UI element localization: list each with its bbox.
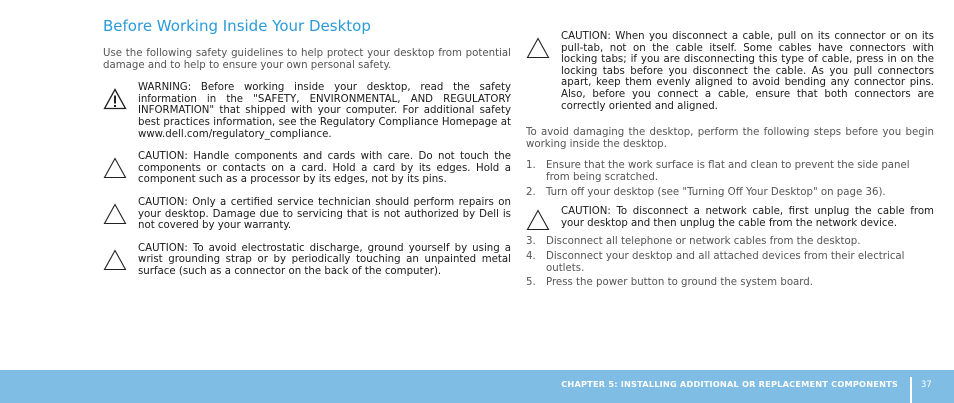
list-item [526,187,934,199]
step-number: 1. [526,160,536,172]
page-number: 37 [921,379,932,389]
steps-intro: To avoid damaging the desktop, perform the following steps before you begin working inside the desktop. [526,127,934,150]
step-text: Disconnect all telephone or network cables from the desktop. [546,236,861,248]
notice-text: CAUTION: To disconnect a network cable, first unplug the cable from your desktop and then unplug the cable from the network device. [561,206,934,229]
caution-icon [526,209,550,231]
step-text: Turn off your desktop (see "Turning Off Your Desktop" on page 36). [546,186,886,198]
step-text: Ensure that the work surface is flat and clean to prevent the side panel from being scratched. [546,160,910,183]
notice-text: CAUTION: Handle components and cards with care. Do not touch the components or contacts on a card. Hold a card by its edges. Hold a component such as a processor by its edges, not by its pins. [138,151,511,186]
notice-text: CAUTION: Only a certified service technician should perform repairs on your desktop. Damage due to servicing that is not authorized by Dell is not covered by your warranty. [138,196,511,232]
steps-list [526,236,934,288]
warning-notice [103,82,511,140]
caution-icon [526,37,550,59]
page-footer [0,370,954,403]
step-number: 4. [526,250,536,262]
step-text: Disconnect your desktop and all attached devices from their electrical outlets. [546,250,905,274]
intro-paragraph: Use the following safety guidelines to help protect your desktop from potential damage and to help to ensure your own personal safety. [103,48,511,71]
chapter-title: CHAPTER 5: INSTALLING ADDITIONAL OR REPLACEMENT COMPONENTS [561,379,898,389]
caution-notice [526,31,934,112]
caution-icon [103,249,127,271]
caution-notice [526,206,934,229]
left-column [103,14,511,278]
list-item [526,236,934,248]
list-item [526,160,934,183]
list-item [526,251,934,274]
step-text: Press the power button to ground the system board. [546,277,814,289]
step-number: 2. [526,186,536,198]
page-heading: Before Working Inside Your Desktop [103,17,371,35]
step-number: 5. [526,277,536,289]
footer-divider [910,377,912,403]
list-item [526,277,934,289]
warning-icon [103,88,127,110]
caution-notice [103,151,511,186]
notice-text: CAUTION: When you disconnect a cable, pull on its connector or on its pull-tab, not on the cable itself. Some cables have connectors with locking tabs; if you are disconnecting this type of cable, press in on the locking tabs before you disconnect the cable. As you pull connectors apart, keep them evenly aligned to avoid bending any connector pins. Also, before you connect a cable, ensure that both connectors are correctly oriented and aligned. [561,31,934,112]
steps-list [526,160,934,198]
caution-icon [103,157,127,179]
right-column [526,31,934,292]
caution-notice [103,197,511,232]
step-number: 3. [526,236,536,248]
notice-text: WARNING: Before working inside your desktop, read the safety information in the "SAFETY, ENVIRONMENTAL, AND REGULATORY INFORMATION" that shipped with your computer. For additional safety best practices information, see the Regulatory Compliance Homepage at www.dell.com/regulatory_compliance. [138,82,511,140]
caution-icon [103,203,127,225]
notice-text: CAUTION: To avoid electrostatic discharge, ground yourself by using a wrist grounding strap or by periodically touching an unpainted metal surface (such as a connector on the back of the computer). [138,242,511,277]
caution-notice [103,243,511,278]
